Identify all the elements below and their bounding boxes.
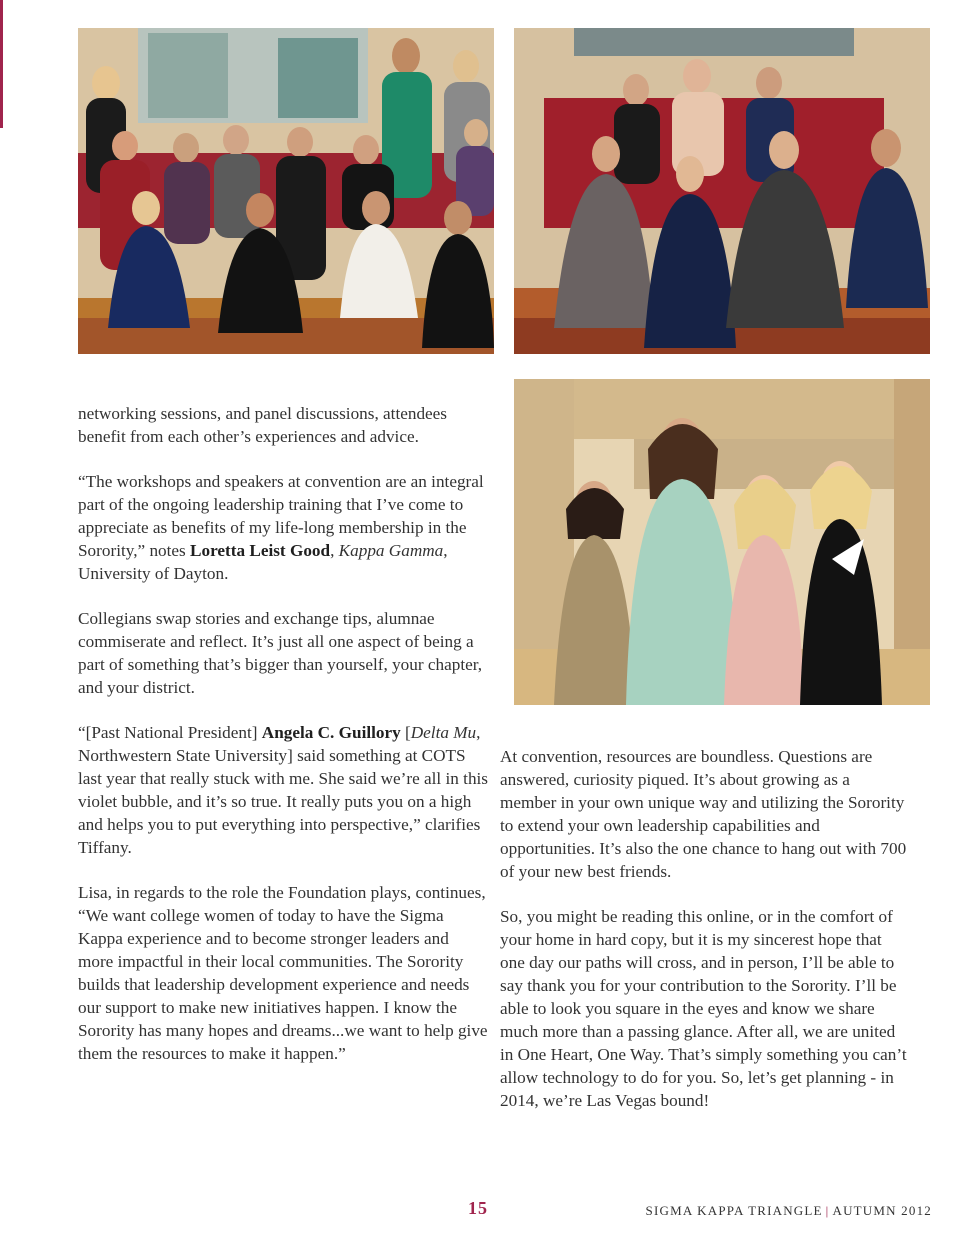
person-name: Loretta Leist Good [190, 541, 331, 560]
footer-separator: | [825, 1203, 830, 1218]
chapter-name: Delta Mu [410, 723, 477, 742]
page-number: 15 [468, 1198, 488, 1218]
group-photo-1 [78, 28, 494, 354]
paragraph: At convention, resources are boundless. Questions are answered, curiosity piqued. It’s about growing as a member in your own unique way and utilizing the Sorority to extend your own leadership capabilities and opportunities. It’s also the one chance to hang out with 700 of your new best friends. [500, 747, 907, 881]
left-column [78, 402, 488, 1087]
paragraph: “The workshops and speakers at convention are an integral part of the ongoing leadership training that I’ve come to appreciate as benefits of my life-long membership in the Sorority,” notes Loretta Leist Good, Kappa Gamma, University of Dayton. [78, 472, 484, 583]
person-name: Angela C. Guillory [261, 723, 401, 742]
paragraph: “[Past National President] Angela C. Guillory [Delta Mu, Northwestern State University] said something at COTS last year that really stuck with me. She said we’re all in this violet bubble, and it’s so true. It really puts you on a high and helps you to put everything into perspective,” clarifies Tiffany. [78, 723, 488, 857]
group-photo-2 [514, 28, 930, 354]
page-edge-mark [0, 0, 3, 128]
magazine-footer [646, 1203, 932, 1219]
paragraph: So, you might be reading this online, or in the comfort of your home in hard copy, but it is my sincerest hope that one day our paths will cross, and in person, I’ll be able to say thank you for your contribution to the Sorority. I’ll be able to look you square in the eyes and know we share much more than a passing glance. After all, we are united in One Heart, One Way. That’s simply something you can’t allow technology to do for you. So, let’s get planning - in 2014, we’re Las Vegas bound! [500, 907, 907, 1110]
group-photo-3 [514, 379, 930, 705]
issue-label: AUTUMN 2012 [832, 1203, 932, 1218]
magazine-title: SIGMA KAPPA TRIANGLE [645, 1203, 823, 1218]
paragraph: Lisa, in regards to the role the Foundation plays, continues, “We want college women of today to have the Sigma Kappa experience and to become stronger leaders and more impactful in their local communities. The Sorority builds that leadership development experience and needs our support to make new initiatives happen. I know the Sorority has many hopes and dreams...we want to help give them the resources to make it happen.” [78, 883, 488, 1063]
paragraph: Collegians swap stories and exchange tips, alumnae commiserate and reflect. It’s just all one aspect of being a part of something that’s bigger than yourself, your chapter, and your district. [78, 609, 483, 697]
paragraph: networking sessions, and panel discussions, attendees benefit from each other’s experiences and advice. [78, 404, 447, 446]
chapter-name: Kappa Gamma [338, 541, 444, 560]
right-column [500, 745, 910, 1134]
